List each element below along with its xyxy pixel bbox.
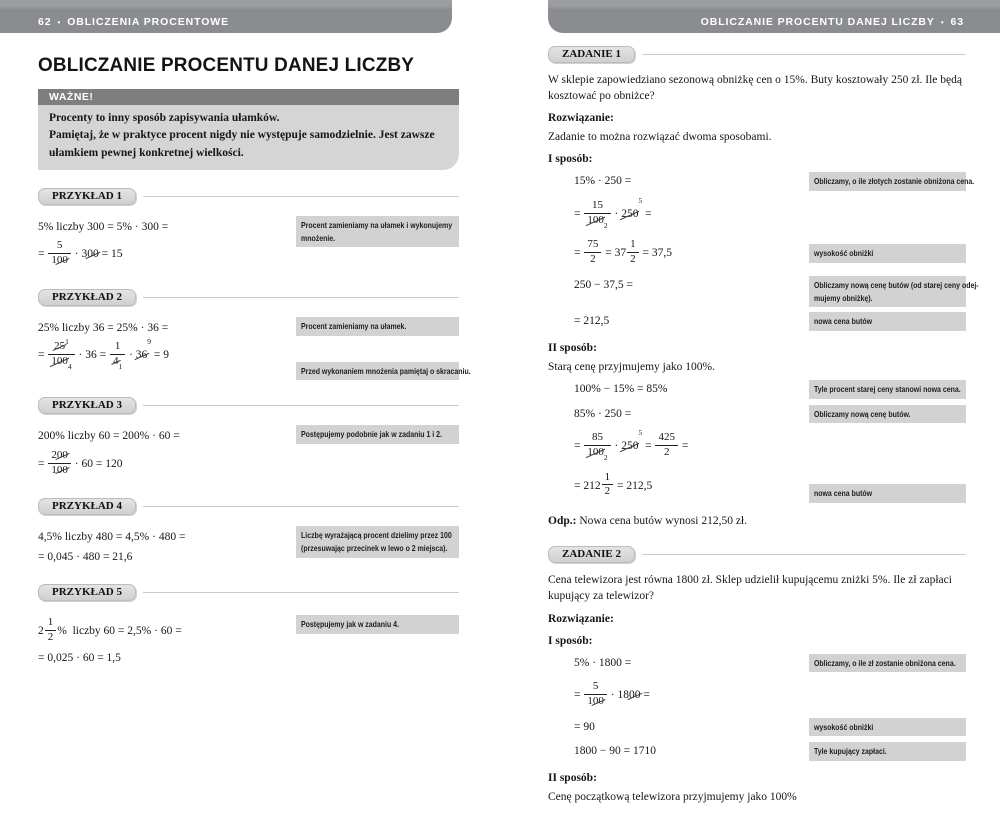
note-box	[296, 425, 459, 444]
formula-text: 5	[56, 239, 63, 252]
fraction	[110, 340, 125, 372]
formula-text: =	[640, 689, 650, 702]
fraction-numerator	[627, 238, 639, 252]
example-rule	[143, 506, 459, 507]
fraction-numerator	[584, 199, 610, 213]
cancelled-value: 250	[621, 207, 639, 220]
note-line: mnożenie.	[301, 232, 336, 243]
answer-text: Nowa cena butów wynosi 212,50 zł.	[576, 515, 748, 528]
answer-line	[548, 513, 966, 529]
header-bullet-icon: •	[57, 18, 62, 27]
fraction	[584, 198, 610, 231]
fraction	[48, 337, 74, 372]
formula-line	[38, 337, 296, 372]
note-box	[809, 244, 966, 263]
formula-text: 4,5% liczby 480 = 4,5% · 480 =	[38, 531, 186, 544]
solution-row	[548, 170, 975, 194]
page-title: OBLICZANIE PROCENTU DANEJ LICZBY	[38, 54, 415, 76]
solution-row	[548, 378, 966, 402]
example-notes	[296, 524, 459, 560]
cancelled-value: 00	[56, 254, 68, 267]
note-line: Obliczamy nową cenę butów (od starej ceny odej-	[814, 279, 979, 290]
task-rule	[642, 54, 966, 55]
fraction-denominator	[602, 484, 614, 499]
formula-line	[574, 744, 809, 760]
important-text-line: Procenty to inny sposób zapisywania ułamków.	[49, 112, 280, 124]
fraction-numerator	[45, 616, 57, 630]
note-line: mujemy obniżkę).	[814, 292, 873, 303]
cancelled-value: 00	[592, 694, 604, 707]
fraction-denominator	[110, 354, 125, 372]
task-intro: W sklepie zapowiedziano sezonową obniżkę cen o 15%. Buty kosztowały 250 zł. Ile będą kosztować po obniżce?	[548, 74, 962, 103]
cancelled-value: 100	[51, 355, 68, 368]
example-header	[38, 289, 459, 306]
formula-text: 15	[592, 198, 603, 211]
formula-text: 1	[587, 694, 593, 707]
solution-row	[548, 274, 979, 310]
solution-row	[548, 716, 966, 740]
fraction	[627, 238, 639, 267]
example-notes	[296, 610, 459, 636]
formula-text: 1	[51, 463, 57, 476]
task-2	[548, 546, 966, 805]
cancel-result-sup: 1	[65, 337, 69, 347]
note-box	[809, 276, 979, 308]
formula-text: % liczby 60 = 2,5% · 60 =	[57, 625, 182, 638]
solution-heading: II sposób:	[548, 342, 597, 354]
solution-row	[548, 310, 966, 334]
formula-text: =	[678, 440, 689, 453]
formula-line	[574, 195, 966, 231]
example-label: PRZYKŁAD 2	[38, 289, 136, 306]
note-box	[296, 526, 459, 558]
example-body	[38, 214, 459, 274]
example-4	[38, 498, 459, 569]
formula-text: · 3	[71, 248, 88, 261]
formula-line	[574, 428, 966, 463]
example-body	[38, 610, 459, 670]
note-box	[296, 317, 459, 336]
solution-heading: II sposób:	[548, 771, 597, 784]
fraction-numerator	[584, 680, 607, 694]
important-box	[38, 89, 459, 170]
cancelled-value: 00	[628, 689, 641, 702]
solution-text: Starą cenę przyjmujemy jako 100%.	[548, 361, 716, 374]
formula-text: ·	[126, 349, 136, 362]
formula-text: = 90	[574, 720, 595, 733]
formula-text: = 212,5	[614, 479, 653, 492]
important-body	[38, 105, 459, 170]
formula-text: · 18	[607, 689, 629, 702]
formula-text: 1	[630, 238, 636, 251]
page-header-right	[548, 0, 1000, 33]
example-notes	[296, 214, 459, 250]
formula-text: = 0,025 · 60 = 1,5	[38, 651, 121, 664]
task-header	[548, 546, 966, 563]
cancel-result-sub: 2	[603, 453, 608, 463]
fraction	[584, 431, 610, 463]
note-line: Przed wykonaniem mnożenia pamiętaj o skracaniu.	[301, 365, 471, 376]
formula-line	[574, 407, 809, 423]
fraction-denominator	[48, 354, 74, 372]
note-line: Tyle procent starej ceny stanowi nowa cena.	[814, 384, 961, 395]
formula-line	[574, 174, 809, 190]
task-rule	[642, 554, 966, 555]
formula-line	[38, 616, 296, 647]
formula-text: =	[574, 247, 584, 260]
formula-text: 2	[590, 253, 596, 266]
note-box	[809, 312, 966, 331]
fraction	[602, 471, 614, 500]
formula-text: 425	[658, 431, 675, 444]
fraction-numerator	[655, 431, 678, 445]
example-formulas	[38, 315, 296, 375]
formula-line	[38, 530, 296, 546]
formula-text: = 9	[151, 349, 170, 362]
note-line: Procent zamieniamy na ułamek i wykonujemy	[301, 219, 453, 230]
formula-text: ·	[611, 440, 622, 453]
note-line: Liczbę wyrażającą procent dzielimy przez 100	[301, 530, 452, 541]
formula-line	[38, 321, 296, 337]
task-label: ZADANIE 2	[548, 546, 635, 563]
formula-text: =	[574, 440, 584, 453]
example-label: PRZYKŁAD 3	[38, 397, 136, 414]
formula-text: =	[642, 207, 652, 220]
example-formulas	[38, 524, 296, 569]
formula-text: 2	[604, 485, 611, 498]
note-box	[809, 380, 966, 399]
cancelled-value: 25	[54, 340, 66, 353]
cancel-result-sup: 5	[638, 195, 643, 205]
formula-text: =	[38, 457, 48, 470]
important-text-line: Pamiętaj, że w praktyce procent nigdy nie występuje samodzielnie. Jest zawsze ułamkiem pewnej konkretnej wielkości.	[49, 129, 435, 159]
formula-text: =	[574, 207, 584, 220]
formula-text: 2	[663, 445, 670, 458]
formula-line	[38, 220, 296, 236]
formula-text: = 37,5	[639, 247, 672, 260]
example-rule	[143, 297, 459, 298]
cancelled-value: 4	[112, 355, 119, 368]
task-label: ZADANIE 1	[548, 46, 635, 63]
formula-text: 1	[604, 470, 611, 483]
answer-prefix: Odp.:	[548, 515, 577, 528]
cancel-result-sup: 5	[638, 428, 643, 438]
formula-line	[574, 314, 809, 330]
formula-text: 2	[47, 631, 54, 644]
formula-text: = 0,045 · 480 = 21,6	[38, 550, 133, 563]
example-5	[38, 584, 459, 670]
fraction-numerator	[584, 238, 601, 252]
example-header	[38, 498, 459, 515]
cancelled-number	[621, 439, 638, 455]
left-page	[38, 42, 471, 685]
right-page	[548, 46, 979, 822]
cancelled-value: 36	[135, 349, 148, 362]
cancelled-number	[54, 340, 65, 354]
example-body	[38, 423, 459, 483]
solution-row	[548, 652, 966, 676]
formula-text: =	[642, 440, 655, 453]
formula-text: = 212,5	[574, 315, 610, 328]
solution-row	[548, 403, 966, 427]
formula-text: =	[38, 248, 48, 261]
chapter-title-left: OBLICZENIA PROCENTOWE	[67, 16, 230, 28]
formula-text: 15% · 250 =	[574, 175, 632, 188]
example-body	[38, 315, 471, 383]
cancelled-number	[593, 695, 604, 709]
solution-row	[548, 234, 966, 273]
formula-text: 250 − 37,5 =	[574, 278, 633, 291]
fraction-denominator	[48, 253, 71, 268]
cancelled-value: 00	[87, 248, 99, 261]
formula-text: 5% · 1800 =	[574, 656, 632, 669]
cancelled-value: 100	[587, 213, 604, 226]
formula-line	[574, 471, 809, 502]
example-1	[38, 188, 459, 274]
example-label: PRZYKŁAD 5	[38, 584, 136, 601]
note-box	[809, 484, 966, 503]
formula-line	[574, 680, 966, 711]
example-label: PRZYKŁAD 4	[38, 498, 136, 515]
formula-text: 100% − 15% = 85%	[574, 383, 668, 396]
solution-text: Zadanie to można rozwiązać dwoma sposobami.	[548, 131, 772, 144]
cancelled-number	[136, 348, 148, 364]
cancelled-number	[57, 254, 68, 268]
chapter-title-right: OBLICZANIE PROCENTU DANEJ LICZBY	[700, 16, 935, 28]
note-line: Procent zamieniamy na ułamek.	[301, 320, 407, 331]
fraction-numerator	[48, 239, 71, 253]
fraction	[48, 239, 71, 268]
fraction-numerator	[602, 471, 614, 485]
example-notes	[296, 423, 459, 446]
fraction-denominator	[584, 445, 610, 463]
formula-line	[38, 239, 296, 270]
fraction-denominator	[584, 694, 607, 709]
fraction	[48, 449, 71, 478]
cancelled-number	[587, 214, 604, 228]
note-line: wysokość obniżki	[814, 248, 874, 259]
example-formulas	[38, 423, 296, 483]
task-intro: Cena telewizora jest równa 1800 zł. Sklep udzielił kupującemu zniżki 5%. Ile zł zapłaci kupujący za telewizor?	[548, 574, 952, 603]
tasks	[548, 46, 979, 805]
cancel-result-sub: 2	[603, 221, 608, 231]
formula-text: 1	[114, 340, 121, 353]
page-number-left: 62	[38, 16, 52, 28]
example-2	[38, 289, 471, 383]
note-line: (przesuwając przecinek w lewo o 2 miejsca).	[301, 543, 448, 554]
fraction-denominator	[48, 463, 71, 478]
cancelled-value: 00	[56, 448, 68, 461]
formula-text: · 60 = 120	[71, 457, 123, 470]
formula-line	[574, 238, 809, 269]
example-header	[38, 397, 459, 414]
cancelled-number	[87, 247, 99, 263]
task-header	[548, 46, 966, 63]
note-box	[296, 362, 471, 381]
cancelled-value: 00	[56, 463, 68, 476]
note-line: Obliczamy, o ile zł zostanie obniżona cena.	[814, 657, 956, 668]
fraction	[655, 431, 678, 460]
cancelled-number	[51, 355, 68, 369]
formula-text: 85% · 250 =	[574, 407, 632, 420]
formula-text: = 37	[602, 247, 627, 260]
formula-text: 5	[592, 680, 599, 693]
example-body	[38, 524, 459, 569]
example-header	[38, 584, 459, 601]
formula-text: 200% liczby 60 = 200% · 60 =	[38, 430, 180, 443]
example-notes	[296, 315, 471, 383]
cancel-result-sub: 4	[67, 362, 72, 372]
note-line: Obliczamy nową cenę butów.	[814, 408, 911, 419]
solution-heading: Rozwiązanie:	[548, 612, 614, 625]
formula-text: 2	[630, 253, 636, 266]
task-1	[548, 46, 979, 529]
fraction-denominator	[627, 252, 639, 267]
fraction-denominator	[584, 213, 610, 231]
cancelled-number	[587, 446, 604, 460]
formula-text: 2	[38, 625, 44, 638]
formula-line	[574, 656, 809, 672]
note-box	[809, 742, 966, 761]
example-label: PRZYKŁAD 1	[38, 188, 136, 205]
formula-text: ·	[611, 207, 622, 220]
examples	[38, 188, 471, 671]
solution-heading: Rozwiązanie:	[548, 112, 614, 125]
solution-row	[548, 740, 966, 764]
formula-text: · 36 =	[75, 349, 109, 362]
note-line: nowa cena butów	[814, 316, 873, 327]
fraction	[584, 680, 607, 709]
solution-row	[548, 427, 966, 466]
formula-text: 85	[592, 431, 603, 444]
example-rule	[143, 196, 459, 197]
solution-row	[548, 676, 966, 715]
fraction-denominator	[45, 630, 57, 645]
formula-line	[38, 651, 296, 667]
important-header: WAŻNE!	[38, 89, 459, 105]
formula-line	[574, 382, 809, 398]
example-formulas	[38, 214, 296, 274]
formula-line	[38, 429, 296, 445]
solution-heading: I sposób:	[548, 634, 593, 647]
cancelled-number	[629, 688, 641, 704]
formula-line	[574, 720, 809, 736]
cancelled-value: 100	[587, 445, 604, 458]
fraction-numerator	[48, 449, 71, 463]
formula-text: 75	[587, 238, 599, 251]
page-number-right: 63	[950, 16, 964, 28]
formula-text: = 212	[574, 479, 601, 492]
example-rule	[143, 405, 459, 406]
note-line: Postępujemy podobnie jak w zadaniu 1 i 2.	[301, 429, 442, 440]
page-header-left	[0, 0, 452, 33]
cancel-result-sub: 1	[118, 362, 123, 372]
fraction-denominator	[655, 445, 678, 460]
cancelled-number	[621, 207, 638, 223]
note-box	[809, 405, 966, 424]
fraction	[45, 616, 57, 645]
formula-line	[38, 550, 296, 566]
formula-text: 5% liczby 300 = 5% · 300 =	[38, 220, 169, 233]
solution-row	[548, 195, 966, 234]
solution-text: Cenę początkową telewizora przyjmujemy jako 100%	[548, 790, 797, 803]
formula-text: 1	[47, 616, 54, 629]
note-line: wysokość obniżki	[814, 721, 874, 732]
solution-row	[548, 467, 966, 506]
fraction-numerator	[48, 337, 74, 354]
example-header	[38, 188, 459, 205]
formula-text: 1	[51, 254, 57, 267]
header-bullet-icon: •	[940, 18, 945, 27]
formula-text: =	[574, 689, 584, 702]
fraction	[584, 238, 601, 267]
formula-text: 1800 − 90 = 1710	[574, 745, 656, 758]
cancelled-number	[57, 449, 68, 463]
formula-line	[574, 278, 809, 294]
formula-text: 2	[51, 448, 57, 461]
note-box	[809, 654, 966, 673]
note-box	[296, 216, 459, 248]
note-line: Obliczamy, o ile złotych zostanie obniżona cena.	[814, 176, 975, 187]
formula-line	[38, 449, 296, 480]
formula-text: 25% liczby 36 = 25% · 36 =	[38, 321, 169, 334]
example-formulas	[38, 610, 296, 670]
formula-text: =	[38, 349, 48, 362]
example-3	[38, 397, 459, 483]
note-line: nowa cena butów	[814, 488, 873, 499]
solution-heading: I sposób:	[548, 153, 593, 166]
formula-text: = 15	[98, 248, 123, 261]
example-rule	[143, 592, 459, 593]
note-box	[809, 718, 966, 737]
cancelled-number	[57, 464, 68, 478]
fraction-denominator	[584, 252, 601, 267]
fraction-numerator	[584, 431, 610, 445]
note-line: Tyle kupujący zapłaci.	[814, 746, 887, 757]
fraction-numerator	[110, 340, 125, 354]
cancel-result-sup: 9	[147, 337, 152, 347]
note-box	[296, 615, 459, 634]
cancelled-value: 250	[621, 440, 639, 453]
note-line: Postępujemy jak w zadaniu 4.	[301, 619, 400, 630]
note-box	[809, 172, 975, 191]
